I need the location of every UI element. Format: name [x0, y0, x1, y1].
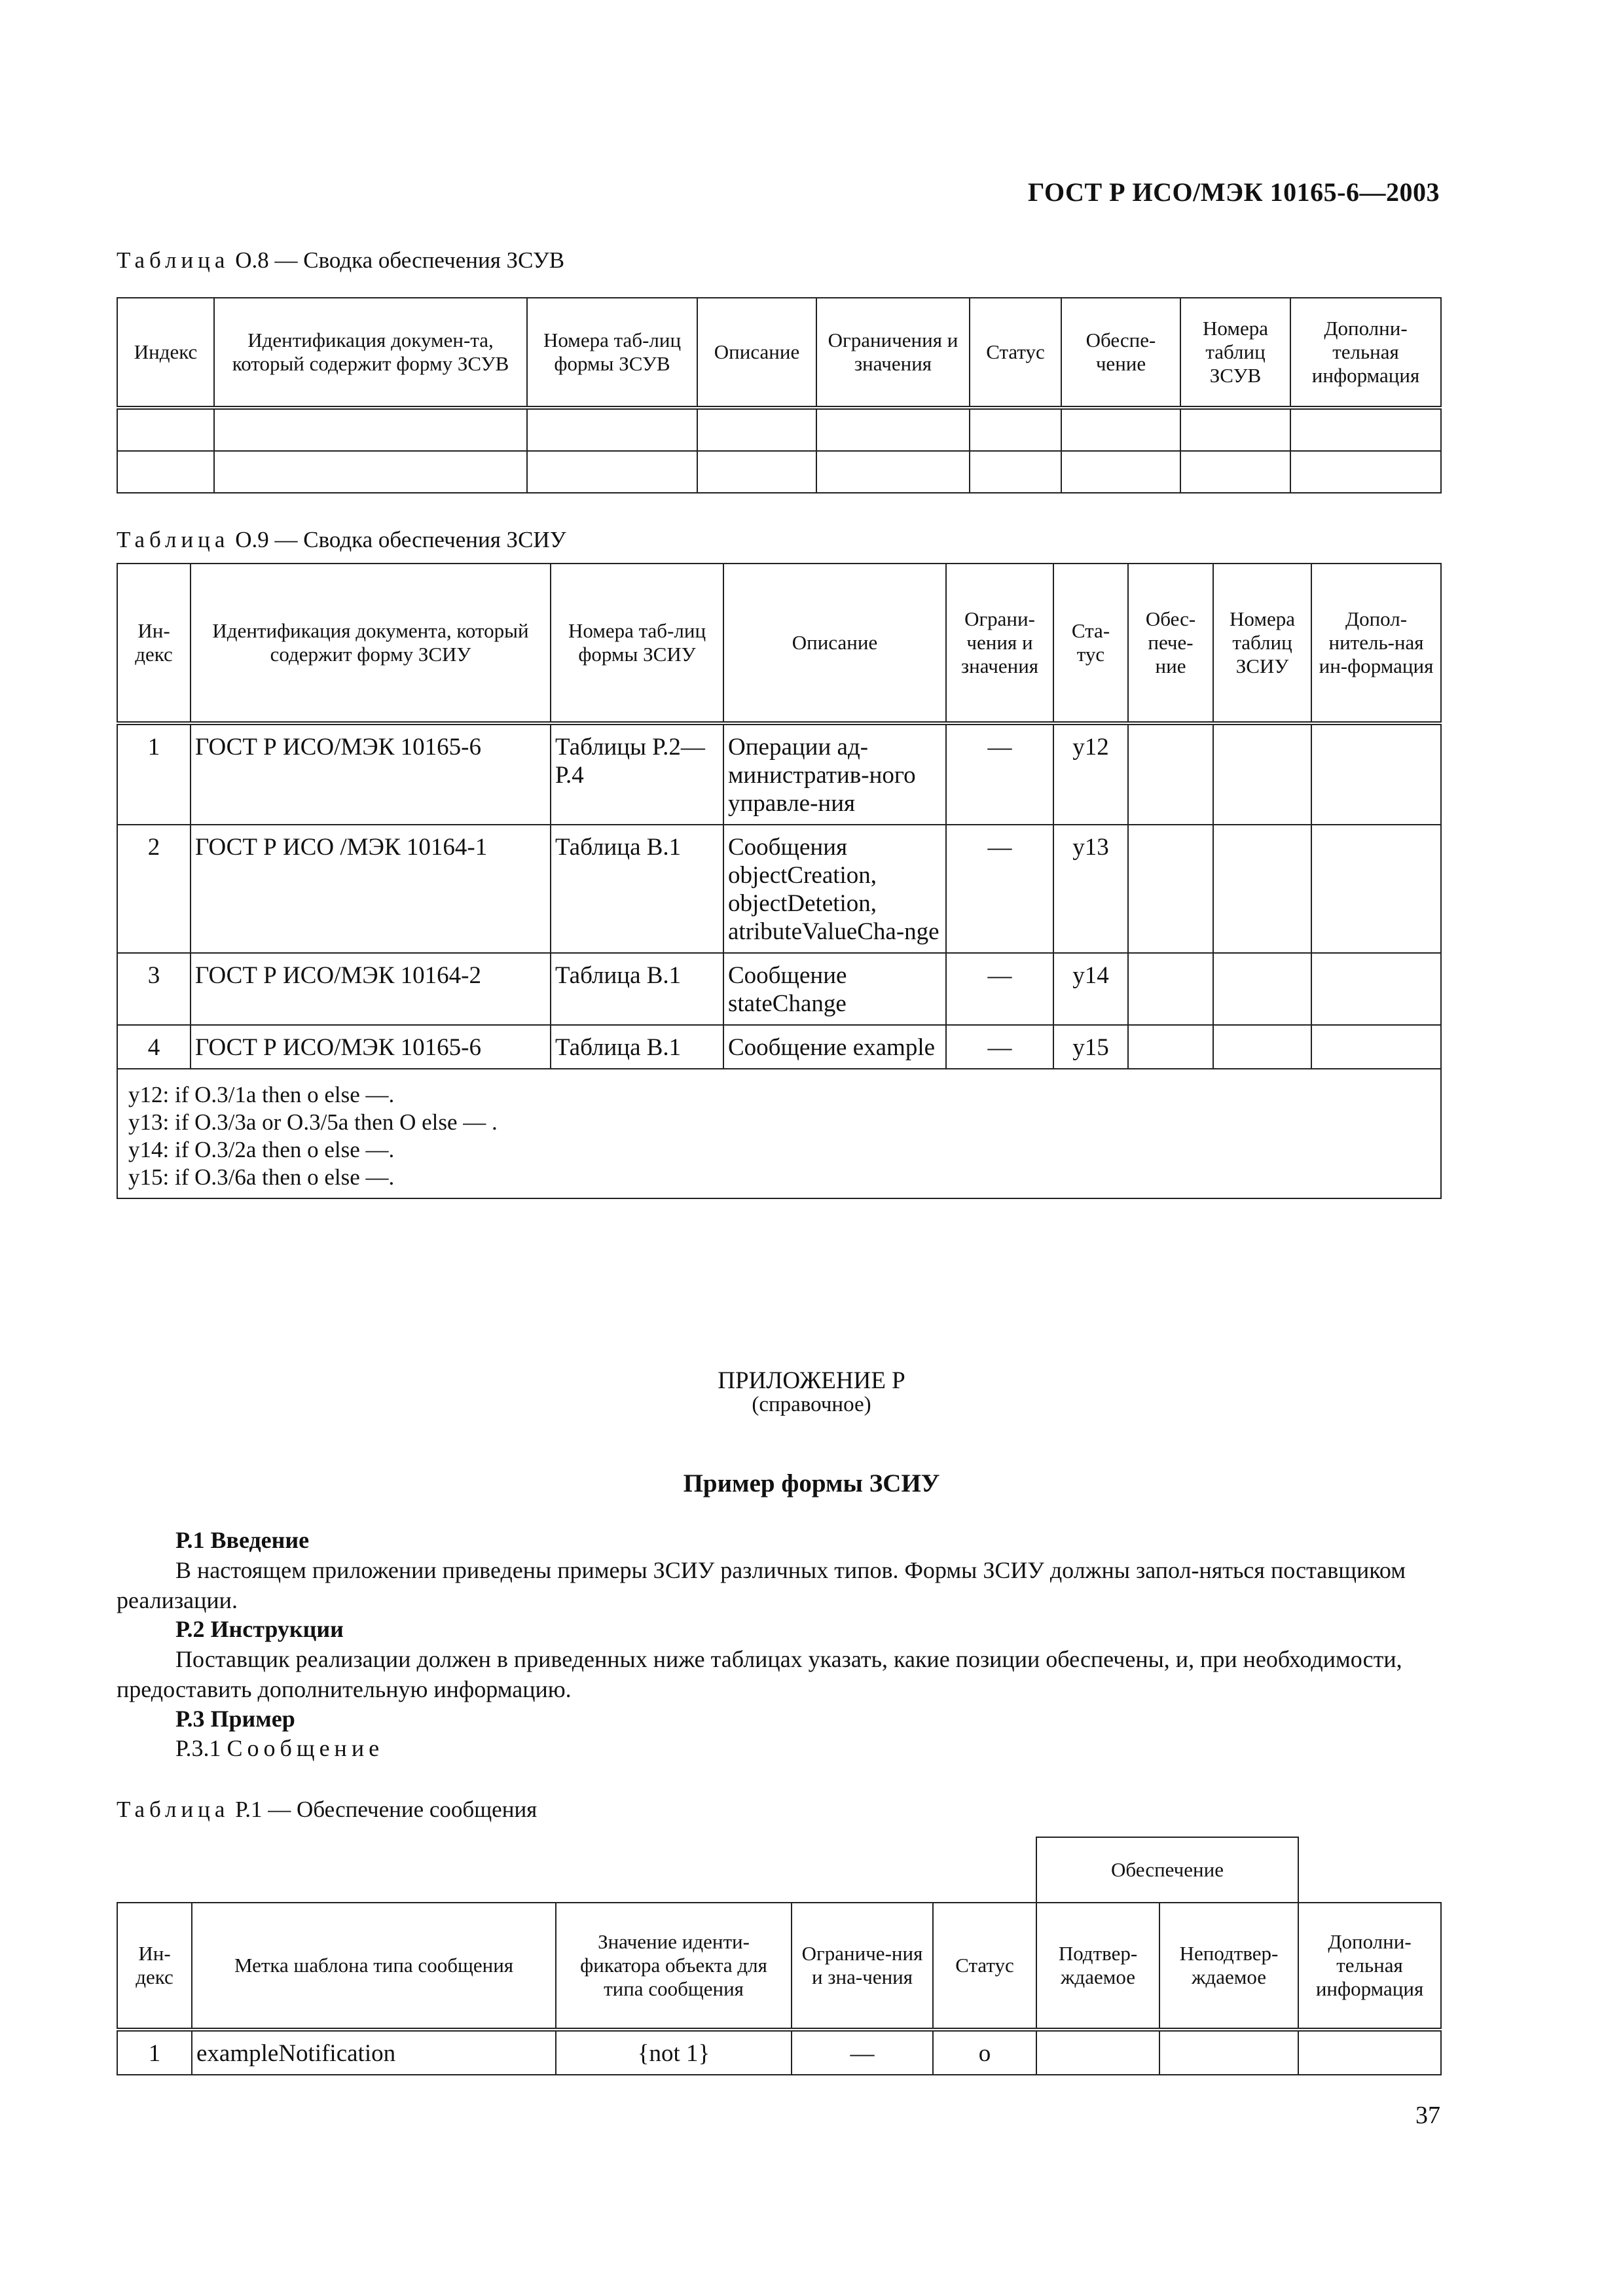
- appendix-heading: Пример формы ЗСИУ: [683, 1469, 940, 1498]
- section-title: Сообщение: [227, 1735, 384, 1761]
- row-status: у15: [1053, 1025, 1128, 1069]
- section-p31-title: [175, 1734, 384, 1762]
- row-index: 2: [117, 825, 191, 953]
- table-row: [117, 2030, 1441, 2075]
- row-desc: Операции ад-министратив-ного управле-ния: [723, 723, 946, 825]
- caption-text: О.9 — Сводка обеспечения ЗСИУ: [235, 527, 566, 552]
- section-p1-heading: Р.1 Введение: [175, 1527, 310, 1553]
- document-header: ГОСТ Р ИСО/МЭК 10165-6—2003: [1028, 177, 1440, 207]
- table-row: [117, 408, 1441, 451]
- section-p2-heading: Р.2 Инструкции: [175, 1616, 344, 1642]
- table-label: Таблица: [117, 527, 230, 552]
- header-status: Статус: [933, 1903, 1036, 2030]
- header-additional: Дополни-тельная информация: [1298, 1903, 1441, 2030]
- table-row: [117, 451, 1441, 493]
- row-tables: Таблица В.1: [551, 825, 723, 953]
- note-line: у12: if О.3/1а then о else —.: [128, 1082, 395, 1107]
- header-description: Описание: [697, 298, 816, 408]
- table-label: Таблица: [117, 1797, 230, 1822]
- row-doc: ГОСТ Р ИСО/МЭК 10164-2: [191, 953, 551, 1025]
- header-limits: Ограничения и значения: [816, 298, 970, 408]
- header-additional: Дополни-тельная информация: [1290, 298, 1441, 408]
- header-support: Обес-пече-ние: [1128, 564, 1213, 723]
- row-limits: —: [946, 825, 1053, 953]
- row-doc: ГОСТ Р ИСО /МЭК 10164-1: [191, 825, 551, 953]
- row-tables: Таблицы Р.2—Р.4: [551, 723, 723, 825]
- row-label: exampleNotification: [192, 2030, 556, 2075]
- table-notes: [117, 1069, 1441, 1198]
- table-notes-row: [117, 1069, 1441, 1198]
- header-status: Статус: [970, 298, 1061, 408]
- row-index: 1: [117, 723, 191, 825]
- row-index: 3: [117, 953, 191, 1025]
- section-p3-heading: Р.3 Пример: [175, 1706, 295, 1732]
- table-row: [117, 723, 1441, 825]
- header-limits: Ограни-чения и значения: [946, 564, 1053, 723]
- caption-text: Р.1 — Обеспечение сообщения: [235, 1797, 538, 1822]
- header-oid-value: Значение иденти-фикатора объекта для типа сообщения: [556, 1903, 792, 2030]
- row-index: 1: [117, 2030, 192, 2075]
- header-zsiu-tables: Номера таблиц ЗСИУ: [1213, 564, 1311, 723]
- header-confirmed: Подтвер-ждаемое: [1036, 1903, 1159, 2030]
- row-doc: ГОСТ Р ИСО/МЭК 10165-6: [191, 723, 551, 825]
- note-line: у14: if О.3/2а then о else —.: [128, 1137, 395, 1162]
- appendix-title: ПРИЛОЖЕНИЕ Р: [718, 1367, 905, 1394]
- row-status: у12: [1053, 723, 1128, 825]
- row-limits: —: [946, 1025, 1053, 1069]
- row-index: 4: [117, 1025, 191, 1069]
- header-table-numbers: Номера таб-лиц формы ЗСУВ: [527, 298, 697, 408]
- header-description: Описание: [723, 564, 946, 723]
- row-desc: Сообщения objectCreation, objectDetetion, atributeValueCha-nge: [723, 825, 946, 953]
- row-desc: Сообщение stateChange: [723, 953, 946, 1025]
- header-unconfirmed: Неподтвер-ждаемое: [1159, 1903, 1298, 2030]
- header-limits: Ограниче-ния и зна-чения: [792, 1903, 933, 2030]
- header-zsuv-tables: Номера таблиц ЗСУВ: [1180, 298, 1290, 408]
- header-table-numbers: Номера таб-лиц формы ЗСИУ: [551, 564, 723, 723]
- section-number: Р.3.1: [175, 1735, 221, 1761]
- header-template-label: Метка шаблона типа сообщения: [192, 1903, 556, 2030]
- caption-text: О.8 — Сводка обеспечения ЗСУВ: [235, 247, 565, 273]
- row-oid: {not 1}: [556, 2030, 792, 2075]
- row-status: о: [933, 2030, 1036, 2075]
- header-support-group: Обеспечение: [1036, 1837, 1298, 1903]
- appendix-subtitle: (справочное): [752, 1393, 871, 1416]
- header-doc-id: Идентификация документа, который содержит форму ЗСИУ: [191, 564, 551, 723]
- section-p1-text: В настоящем приложении приведены примеры ЗСИУ различных типов. Формы ЗСИУ должны запол-няться поставщиком реализации.: [117, 1557, 1406, 1613]
- note-line: у15: if О.3/6а then о else —.: [128, 1164, 395, 1190]
- row-limits: —: [792, 2030, 933, 2075]
- row-doc: ГОСТ Р ИСО/МЭК 10165-6: [191, 1025, 551, 1069]
- table-p1: [117, 1837, 1442, 2075]
- row-tables: Таблица В.1: [551, 953, 723, 1025]
- row-status: у13: [1053, 825, 1128, 953]
- row-limits: —: [946, 953, 1053, 1025]
- row-limits: —: [946, 723, 1053, 825]
- header-status: Ста-тус: [1053, 564, 1128, 723]
- table-p1-caption: [117, 1797, 537, 1823]
- header-index: Ин-декс: [117, 564, 191, 723]
- row-tables: Таблица В.1: [551, 1025, 723, 1069]
- table-row: [117, 953, 1441, 1025]
- page-number: 37: [1415, 2102, 1440, 2129]
- header-index: Индекс: [117, 298, 214, 408]
- table-o9: [117, 563, 1442, 1199]
- row-status: у14: [1053, 953, 1128, 1025]
- table-row: [117, 825, 1441, 953]
- header-doc-id: Идентификация докумен-та, который содержит форму ЗСУВ: [214, 298, 527, 408]
- row-desc: Сообщение example: [723, 1025, 946, 1069]
- header-support: Обеспе-чение: [1061, 298, 1180, 408]
- table-o8-caption: [117, 247, 564, 274]
- table-row: [117, 1025, 1441, 1069]
- header-additional: Допол-нитель-ная ин-формация: [1311, 564, 1441, 723]
- header-index: Ин-декс: [117, 1903, 192, 2030]
- note-line: у13: if О.3/3а or О.3/5а then О else — .: [128, 1109, 498, 1135]
- table-o8: [117, 297, 1442, 493]
- table-label: Таблица: [117, 247, 230, 273]
- table-o9-caption: [117, 527, 566, 553]
- section-p2-text: Поставщик реализации должен в приведенных ниже таблицах указать, какие позиции обеспечены, и, при необходимости, предоставить дополнительную информацию.: [117, 1646, 1402, 1702]
